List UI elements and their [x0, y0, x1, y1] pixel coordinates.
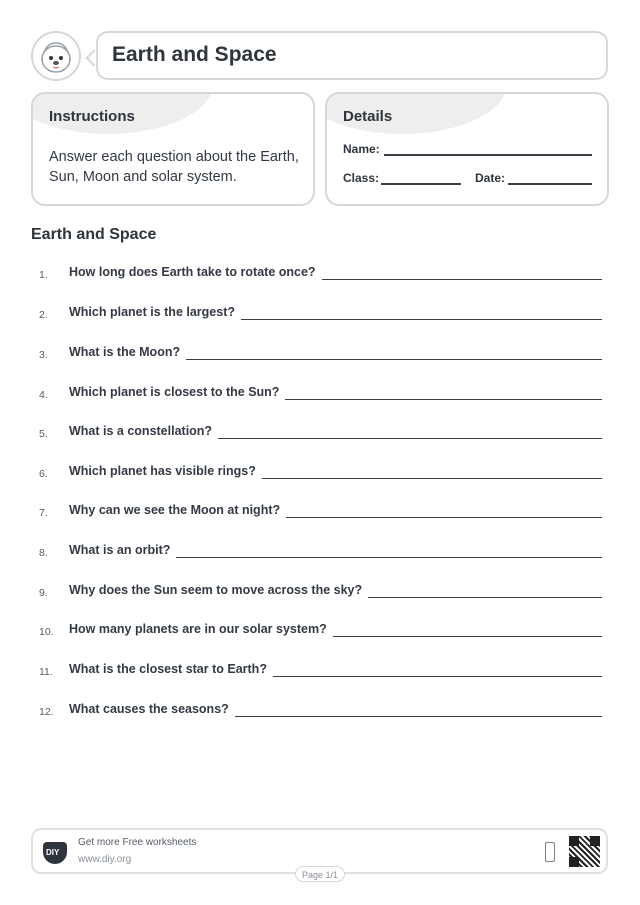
question-number: 6.: [39, 468, 48, 480]
date-label: Date:: [475, 171, 506, 185]
question-text: What causes the seasons?: [69, 702, 229, 716]
instructions-card: [31, 92, 315, 206]
question-row: [0, 583, 640, 605]
question-number: 10.: [39, 626, 54, 638]
question-number: 7.: [39, 507, 48, 519]
sloth-mascot-icon: [31, 31, 81, 81]
question-number: 1.: [39, 269, 48, 281]
footer-url-link[interactable]: www.diy.org: [78, 854, 132, 865]
question-row: [0, 265, 640, 287]
question-text: What is the Moon?: [69, 345, 181, 359]
question-number: 9.: [39, 587, 48, 599]
answer-line[interactable]: [235, 706, 602, 717]
section-title: Earth and Space: [31, 226, 157, 243]
question-row: [0, 345, 640, 367]
question-number: 2.: [39, 309, 48, 321]
diy-logo-icon: DIY: [43, 842, 67, 864]
answer-line[interactable]: [286, 507, 602, 518]
question-row: [0, 503, 640, 525]
question-text: What is the closest star to Earth?: [69, 662, 267, 676]
question-row: [0, 702, 640, 724]
question-number: 11.: [39, 666, 53, 678]
question-text: Which planet is closest to the Sun?: [69, 385, 280, 399]
class-label: Class:: [343, 171, 380, 185]
question-number: 12.: [39, 706, 54, 718]
name-field[interactable]: [384, 154, 592, 156]
answer-line[interactable]: [368, 587, 602, 598]
answer-line[interactable]: [176, 547, 602, 558]
class-field[interactable]: [381, 183, 461, 185]
answer-line[interactable]: [241, 309, 602, 320]
answer-line[interactable]: [273, 666, 602, 677]
page-title: Earth and Space: [112, 43, 277, 66]
answer-line[interactable]: [218, 428, 602, 439]
answer-line[interactable]: [262, 468, 602, 479]
question-row: [0, 424, 640, 446]
answer-line[interactable]: [186, 349, 602, 360]
phone-icon: [545, 842, 555, 862]
page-indicator: Page 1/1: [295, 866, 345, 882]
question-number: 5.: [39, 428, 48, 440]
answer-line[interactable]: [285, 389, 602, 400]
answer-line[interactable]: [322, 269, 602, 280]
question-text: Why does the Sun seem to move across the sky?: [69, 583, 363, 597]
title-bubble: [96, 31, 608, 80]
instructions-heading: Instructions: [49, 108, 135, 125]
question-row: [0, 543, 640, 565]
name-label: Name:: [343, 142, 380, 156]
question-text: Which planet has visible rings?: [69, 464, 256, 478]
question-row: [0, 385, 640, 407]
question-text: How long does Earth take to rotate once?: [69, 265, 316, 279]
date-field[interactable]: [508, 183, 592, 185]
question-text: How many planets are in our solar system?: [69, 622, 327, 636]
question-text: Which planet is the largest?: [69, 305, 235, 319]
question-row: [0, 662, 640, 684]
details-heading: Details: [343, 108, 393, 125]
question-number: 3.: [39, 349, 48, 361]
question-row: [0, 305, 640, 327]
question-number: 8.: [39, 547, 48, 559]
footer-promo-text: Get more Free worksheets: [78, 837, 197, 848]
question-row: [0, 622, 640, 644]
answer-line[interactable]: [333, 626, 602, 637]
qr-code-icon[interactable]: [569, 836, 600, 867]
question-text: What is an orbit?: [69, 543, 171, 557]
question-row: [0, 464, 640, 486]
question-number: 4.: [39, 389, 48, 401]
question-text: Why can we see the Moon at night?: [69, 503, 281, 517]
question-text: What is a constellation?: [69, 424, 213, 438]
details-card: [325, 92, 609, 206]
instructions-text: Answer each question about the Earth, Sun, Moon and solar system.: [49, 149, 299, 185]
